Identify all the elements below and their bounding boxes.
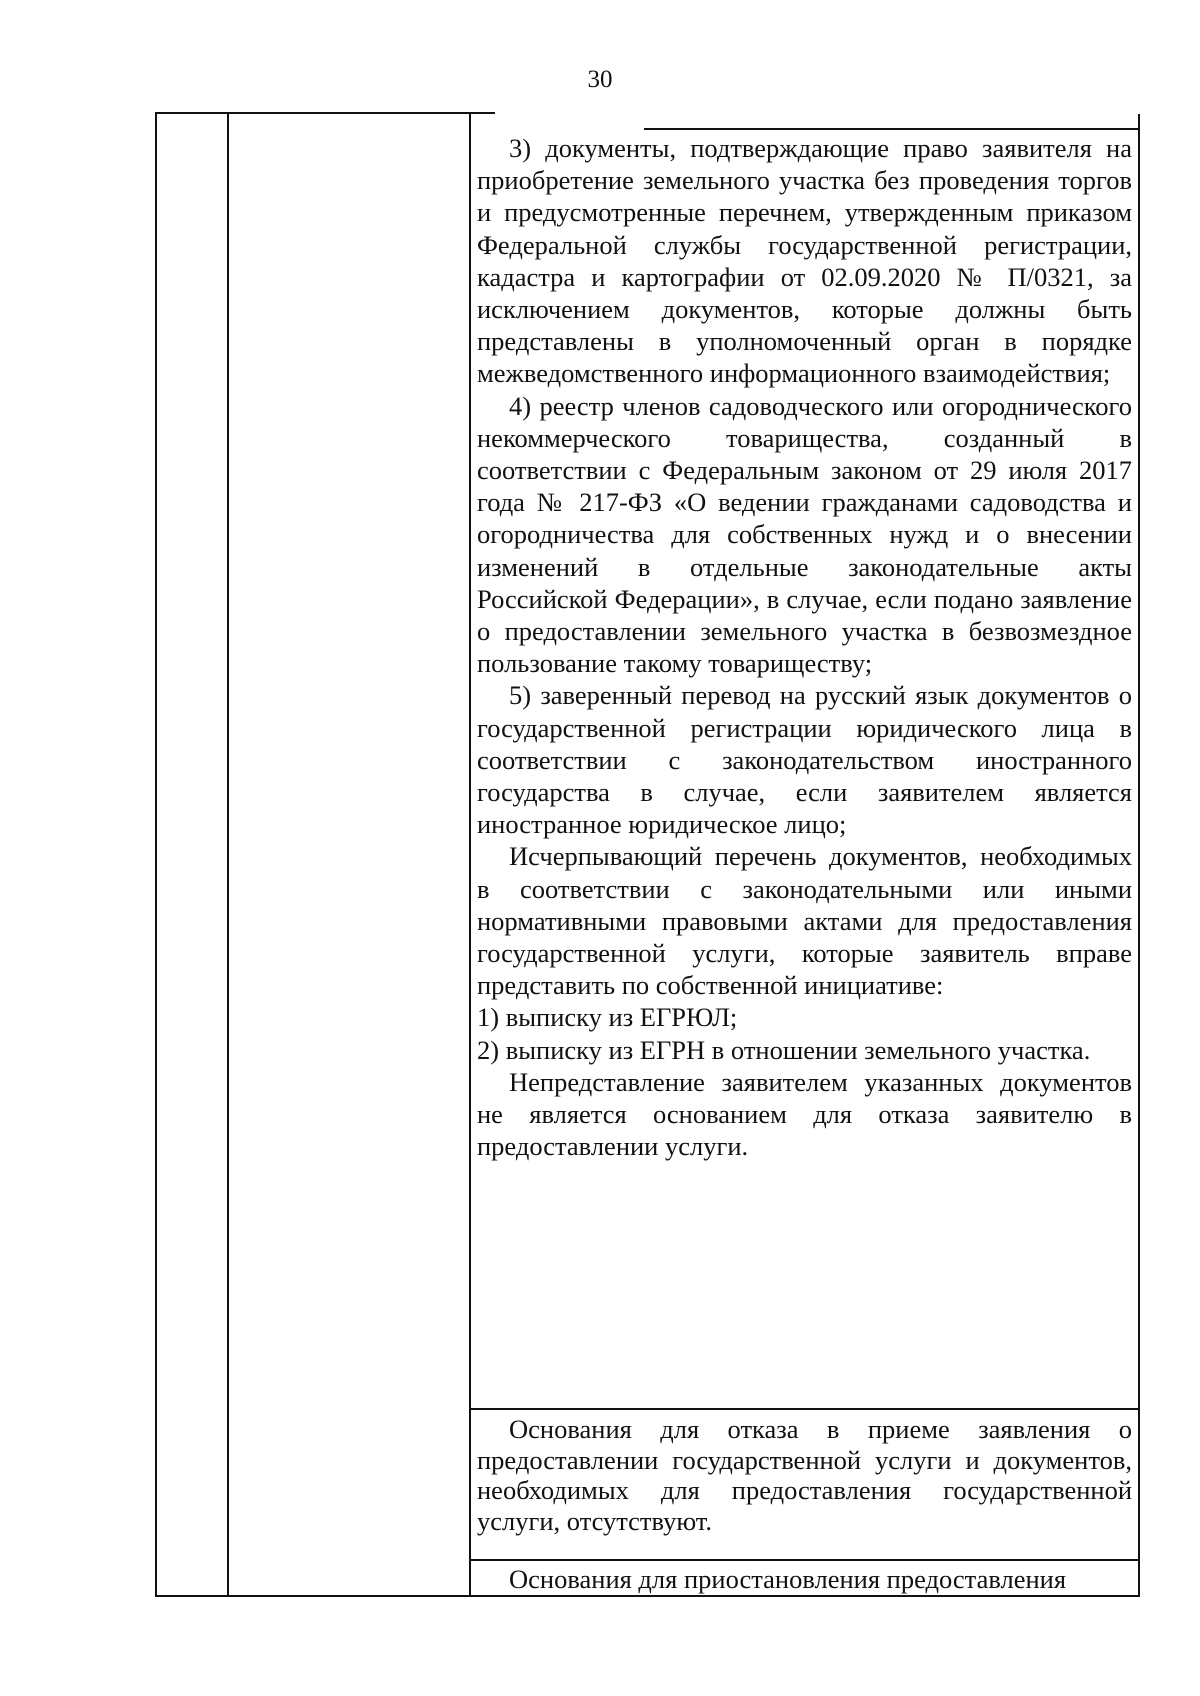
column-divider-2 (469, 112, 471, 1597)
item-4-text: 4) реестр членов садоводческого или огороднического некоммерческого товарищества, созданный в соответствии с Федеральным законом от 29 июля 2017 года № 217-ФЗ «О ведении гражданами садоводства и огородничества для собственных нужд и о внесении изменений в отдельные законодательные акты Российской Федерации», в случае, если подано заявление о предоставлении земельного участка в безвозмездное пользование такому товариществу; (477, 390, 1132, 679)
row-divider-1 (469, 1408, 1140, 1410)
table-top-border-left (155, 112, 495, 114)
exhaustive-list-text: Исчерпывающий перечень документов, необходимых в соответствии с законодательными или иными нормативными правовыми актами для предоставления государственной услуги, которые заявитель вправе представить по собственной инициативе: (477, 841, 1132, 1001)
column-divider-1 (227, 112, 229, 1597)
cell-documents-list (477, 132, 1132, 1163)
refusal-grounds-text: Основания для отказа в приеме заявления о предоставлении государственной услуги и документов, необходимых для предоставления государственной услуги, отсутствуют. (477, 1414, 1132, 1536)
document-table (155, 114, 1140, 1597)
item-5-text: 5) заверенный перевод на русский язык документов о государственной регистрации юридического лица в соответствии с законодательством иностранного государства в случае, если заявителем является иностранное юридическое лицо; (477, 680, 1132, 840)
table-top-border-right (644, 128, 1140, 130)
optional-item-1: 1) выписку из ЕГРЮЛ; (477, 1002, 738, 1033)
optional-item-2: 2) выписку из ЕГРН в отношении земельного участка. (477, 1034, 1091, 1065)
cell-refusal-grounds (477, 1414, 1132, 1536)
non-submission-text: Непредставление заявителем указанных документов не является основанием для отказа заявителю в предоставлении услуги. (477, 1066, 1132, 1162)
page-number: 30 (587, 66, 613, 93)
suspension-grounds-text: Основания для приостановления предоставления (509, 1564, 1067, 1594)
item-3-text: 3) документы, подтверждающие право заявителя на приобретение земельного участка без проведения торгов и предусмотренные перечнем, утвержденным приказом Федеральной службы государственной регистрации, кадастра и картографии от 02.09.2020 № П/0321, за исключением документов, которые должны быть представлены в уполномоченный орган в порядке межведомственного информационного взаимодействия; (477, 133, 1132, 389)
cell-suspension-grounds (477, 1563, 1132, 1595)
row-divider-2 (469, 1559, 1140, 1561)
